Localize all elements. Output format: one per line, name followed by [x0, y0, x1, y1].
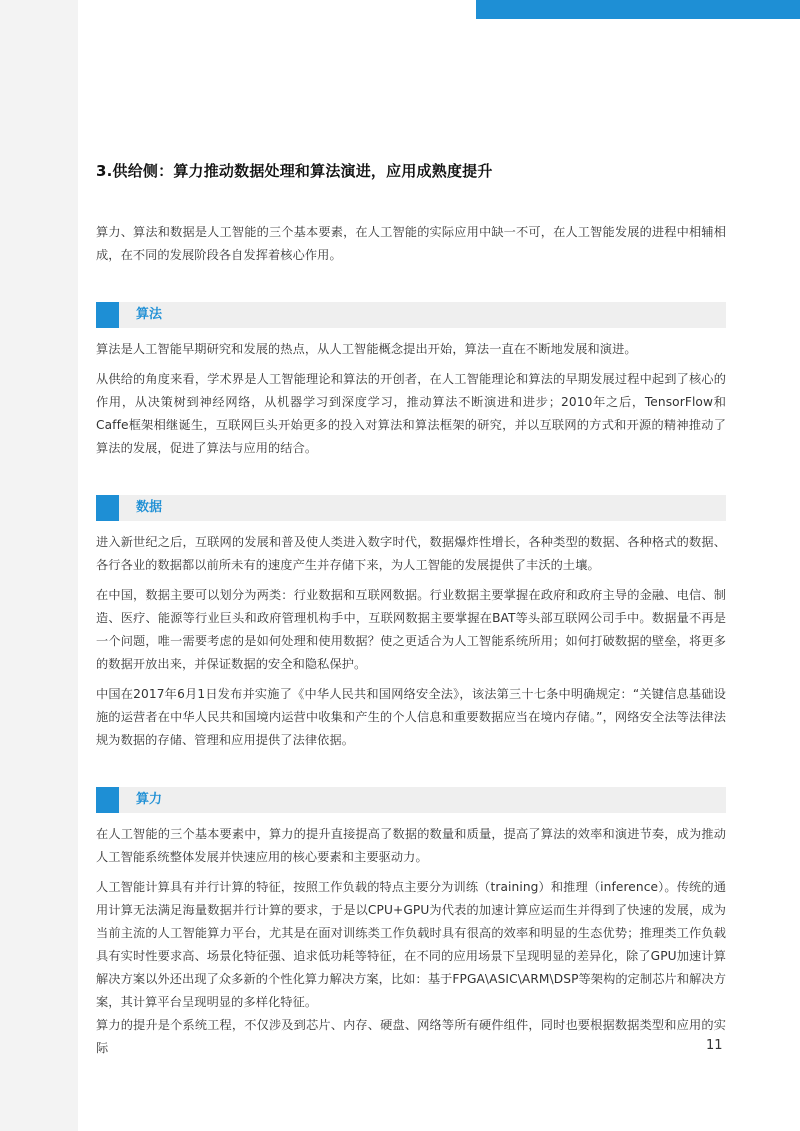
algorithm-paragraph-2: 从供给的角度来看，学术界是人工智能理论和算法的开创者，在人工智能理论和算法的早期发展过程中起到了核心的作用，从决策树到神经网络，从机器学习到深度学习，推动算法不断演进和进步；2010年之后，TensorFlow和Caffe框架相继诞生，互联网巨头开始更多的投入对算法和算法框架的研究，并以互联网的方式和开源的精神推动了算法的发展，促进了算法与应用的结合。 — [96, 372, 726, 455]
subheading-label: 算法 — [136, 307, 163, 322]
subheading-marker — [96, 787, 119, 813]
subheading-algorithm — [96, 302, 726, 328]
intro-paragraph: 算力、算法和数据是人工智能的三个基本要素，在人工智能的实际应用中缺一不可，在人工智能发展的进程中相辅相成，在不同的发展阶段各自发挥着核心作用。 — [96, 225, 726, 262]
subheading-data — [96, 495, 726, 521]
page-number: 11 — [706, 1038, 723, 1053]
top-accent-bar — [476, 0, 800, 19]
subheading-marker — [96, 495, 119, 521]
subheading-label: 算力 — [136, 792, 163, 807]
page-content — [96, 158, 726, 1060]
subheading-compute — [96, 787, 726, 813]
data-paragraph-3: 中国在2017年6月1日发布并实施了《中华人民共和国网络安全法》，该法第三十七条中明确规定：“关键信息基础设施的运营者在中华人民共和国境内运营中收集和产生的个人信息和重要数据应当在境内存储。”，网络安全法等法律法规为数据的存储、管理和应用提供了法律依据。 — [96, 687, 726, 747]
left-margin-band — [0, 0, 78, 1131]
compute-paragraph-3: 算力的提升是个系统工程，不仅涉及到芯片、内存、硬盘、网络等所有硬件组件，同时也要根据数据类型和应用的实际 — [96, 1018, 726, 1055]
compute-paragraph-1: 在人工智能的三个基本要素中，算力的提升直接提高了数据的数量和质量，提高了算法的效率和演进节奏，成为推动人工智能系统整体发展并快速应用的核心要素和主要驱动力。 — [96, 827, 726, 864]
subheading-label: 数据 — [136, 500, 163, 515]
data-paragraph-2: 在中国，数据主要可以划分为两类：行业数据和互联网数据。行业数据主要掌握在政府和政府主导的金融、电信、制造、医疗、能源等行业巨头和政府管理机构手中，互联网数据主要掌握在BAT等头部互联网公司手中。数据量不再是一个问题，唯一需要考虑的是如何处理和使用数据？使之更适合为人工智能系统所用；如何打破数据的壁垒，将更多的数据开放出来，并保证数据的安全和隐私保护。 — [96, 588, 726, 671]
compute-paragraph-2: 人工智能计算具有并行计算的特征，按照工作负载的特点主要分为训练（training）和推理（inference）。传统的通用计算无法满足海量数据并行计算的要求，于是以CPU+GPU为代表的加速计算应运而生并得到了快速的发展，成为当前主流的人工智能算力平台，尤其是在面对训练类工作负载时具有很高的效率和明显的生态优势；推理类工作负载具有实时性要求高、场景化特征强、追求低功耗等特征，在不同的应用场景下呈现明显的差异化，除了GPU加速计算解决方案以外还出现了众多新的个性化算力解决方案，比如：基于FPGA\ASIC\ARM\DSP等架构的定制芯片和解决方案，其计算平台呈现明显的多样化特征。 — [96, 880, 726, 1009]
data-paragraph-1: 进入新世纪之后，互联网的发展和普及使人类进入数字时代，数据爆炸性增长，各种类型的数据、各种格式的数据、各行各业的数据都以前所未有的速度产生并存储下来，为人工智能的发展提供了丰沃的土壤。 — [96, 535, 726, 572]
subheading-marker — [96, 302, 119, 328]
algorithm-paragraph-1: 算法是人工智能早期研究和发展的热点，从人工智能概念提出开始，算法一直在不断地发展和演进。 — [96, 342, 637, 356]
section-title: 3.供给侧：算力推动数据处理和算法演进，应用成熟度提升 — [96, 162, 493, 180]
